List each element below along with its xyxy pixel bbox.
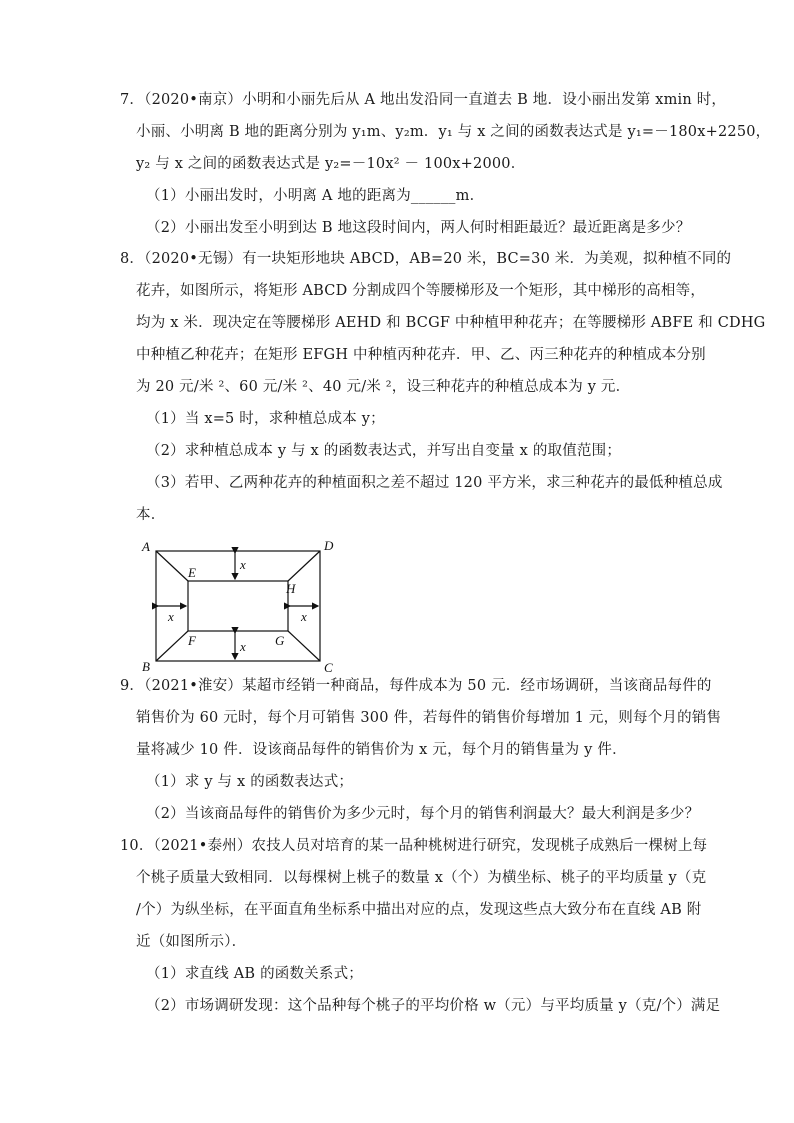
- label-x-left: x: [168, 609, 174, 624]
- text-line-q9_s1: （1）求 y 与 x 的函数表达式；: [146, 774, 354, 790]
- text-line-q9_l2: 销售价为 60 元时，每个月可销售 300 件，若每件的销售价每增加 1 元，则每个月的销售: [136, 710, 722, 726]
- text-line-q8_l4: 中种植乙种花卉；在矩形 EFGH 中种植丙种花卉．甲、乙、丙三种花卉的种植成本分别: [136, 347, 706, 363]
- text-line-q8_l2: 花卉，如图所示，将矩形 ABCD 分割成四个等腰梯形及一个矩形，其中梯形的高相等，: [136, 283, 706, 299]
- text-line-q10_l1: 10．（2021•泰州）农技人员对培育的某一品种桃树进行研究，发现桃子成熟后一棵树上每: [120, 838, 708, 854]
- edge-dh: [288, 551, 320, 581]
- text-line-q7_l1: 7．（2020•南京）小明和小丽先后从 A 地出发沿同一直道去 B 地．设小丽出发第 xmin 时，: [120, 92, 727, 108]
- text-line-q8_s3b: 本．: [136, 507, 166, 523]
- text-line-q10_l3: /个）为纵坐标，在平面直角坐标系中描出对应的点，发现这些点大致分布在直线 AB 附: [136, 902, 702, 918]
- label-f: F: [188, 633, 196, 648]
- inner-rect-efgh: [188, 581, 288, 631]
- text-line-q10_s1: （1）求直线 AB 的函数关系式；: [146, 966, 363, 982]
- text-line-q9_l3: 量将减少 10 件．设该商品每件的销售价为 x 元，每个月的销售量为 y 件．: [136, 742, 627, 758]
- edge-ae: [156, 551, 188, 581]
- label-x-top: x: [240, 557, 246, 572]
- text-line-q8_s1: （1）当 x=5 时，求种植总成本 y；: [146, 411, 385, 427]
- rectangle-figure: [136, 535, 336, 675]
- text-line-q10_l2: 个桃子质量大致相同．以每棵树上桃子的数量 x（个）为横坐标、桃子的平均质量 y（克: [136, 870, 707, 886]
- text-line-q10_s2: （2）市场调研发现：这个品种每个桃子的平均价格 w（元）与平均质量 y（克/个）满足: [146, 998, 721, 1014]
- text-line-q8_s2: （2）求种植总成本 y 与 x 的函数表达式，并写出自变量 x 的取值范围；: [146, 443, 622, 459]
- text-line-q7_l3: y₂ 与 x 之间的函数表达式是 y₂=－10x² － 100x+2000．: [136, 156, 526, 172]
- label-x-right: x: [301, 609, 307, 624]
- label-d: D: [324, 538, 334, 553]
- text-line-q8_l5: 为 20 元/米 ²、60 元/米 ²、40 元/米 ²，设三种花卉的种植总成本为 y 元．: [136, 379, 631, 395]
- text-line-q8_s3: （3）若甲、乙两种花卉的种植面积之差不超过 120 平方米，求三种花卉的最低种植总成: [146, 475, 723, 491]
- text-line-q8_l1: 8．（2020•无锡）有一块矩形地块 ABCD，AB=20 米，BC=30 米．为美观，拟种植不同的: [120, 251, 732, 267]
- label-b: B: [142, 659, 150, 674]
- text-line-q8_l3: 均为 x 米．现决定在等腰梯形 AEHD 和 BCGF 中种植甲种花卉；在等腰梯形 ABFE 和 CDHG: [136, 315, 766, 331]
- edge-bf: [156, 631, 188, 661]
- label-c: C: [324, 660, 333, 675]
- text-line-q10_l4: 近（如图所示）．: [136, 934, 247, 950]
- label-e: E: [188, 565, 196, 580]
- text-line-q9_s2: （2）当该商品每件的销售价为多少元时，每个月的销售利润最大？最大利润是多少？: [146, 806, 700, 822]
- text-line-q7_s2: （2）小丽出发至小明到达 B 地这段时间内，两人何时相距最近？最近距离是多少？: [146, 220, 691, 236]
- label-x-bottom: x: [240, 639, 246, 654]
- label-h: H: [286, 581, 296, 596]
- label-a: A: [142, 539, 150, 554]
- edge-cg: [288, 631, 320, 661]
- label-g: G: [275, 633, 285, 648]
- text-line-q7_l2: 小丽、小明离 B 地的距离分别为 y₁m、y₂m．y₁ 与 x 之间的函数表达式是 y₁=－180x+2250，: [136, 124, 771, 140]
- text-line-q7_s1: （1）小丽出发时，小明离 A 地的距离为______m．: [146, 188, 485, 204]
- text-line-q9_l1: 9．（2021•淮安）某超市经销一种商品，每件成本为 50 元．经市场调研，当该商品每件的: [120, 678, 712, 694]
